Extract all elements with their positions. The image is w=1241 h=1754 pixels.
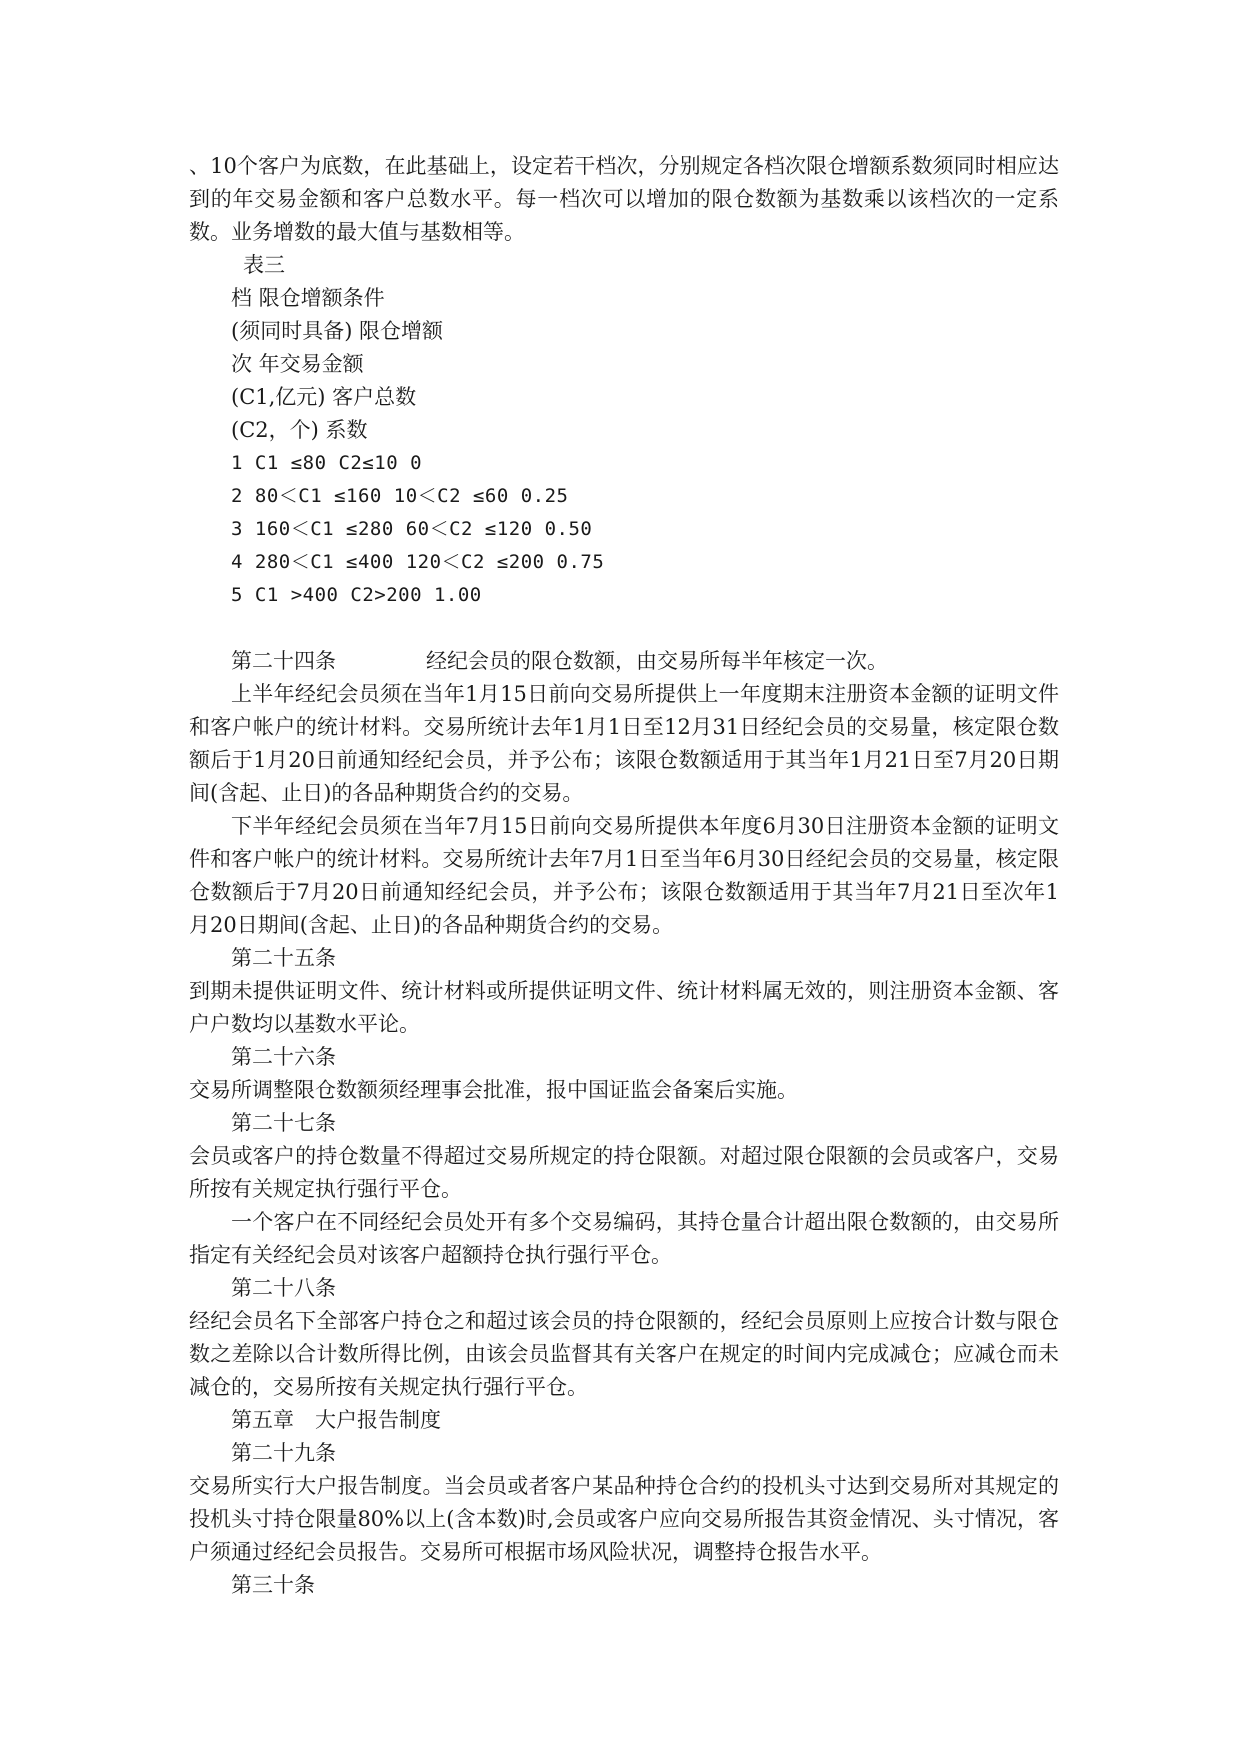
table-row: 4 280＜C1 ≤400 120＜C2 ≤200 0.75 <box>231 551 605 573</box>
table-header-line: (须同时具备) 限仓增额 <box>231 319 444 343</box>
table-header-line: (C2，个) 系数 <box>231 418 368 442</box>
article-27-heading: 第二十七条 <box>231 1111 336 1135</box>
article-27-text: 会员或客户的持仓数量不得超过交易所规定的持仓限额。对超过限仓限额的会员或客户，交易所按有关规定执行强行平仓。 <box>189 1144 1059 1201</box>
article-24-para-1: 上半年经纪会员须在当年1月15日前向交易所提供上一年度期末注册资本金额的证明文件和客户帐户的统计材料。交易所统计去年1月1日至12月31日经纪会员的交易量，核定限仓数额后于1月20日前通知经纪会员，并予公布；该限仓数额适用于其当年1月21日至7月20日期间(含起、止日)的各品种期货合约的交易。 <box>189 682 1059 805</box>
article-27-para-1: 一个客户在不同经纪会员处开有多个交易编码，其持仓量合计超出限仓数额的，由交易所指定有关经纪会员对该客户超额持仓执行强行平仓。 <box>189 1210 1059 1267</box>
article-28-text: 经纪会员名下全部客户持仓之和超过该会员的持仓限额的，经纪会员原则上应按合计数与限仓数之差除以合计数所得比例，由该会员监督其有关客户在规定的时间内完成减仓；应减仓而未减仓的，交易所按有关规定执行强行平仓。 <box>189 1309 1059 1399</box>
article-30-heading: 第三十条 <box>231 1573 315 1597</box>
article-24-text: 经纪会员的限仓数额，由交易所每半年核定一次。 <box>426 649 888 673</box>
table-row: 1 C1 ≤80 C2≤10 0 <box>231 452 423 474</box>
table-title: 表三 <box>243 253 285 277</box>
article-28-heading: 第二十八条 <box>231 1276 336 1300</box>
table-header-line: 档 限仓增额条件 <box>231 286 385 310</box>
article-24-para-2: 下半年经纪会员须在当年7月15日前向交易所提供本年度6月30日注册资本金额的证明文件和客户帐户的统计材料。交易所统计去年7月1日至当年6月30日经纪会员的交易量，核定限仓数额后于7月20日前通知经纪会员，并予公布；该限仓数额适用于其当年7月21日至次年1月20日期间(含起、止日)的各品种期货合约的交易。 <box>189 814 1059 937</box>
article-25-text: 到期未提供证明文件、统计材料或所提供证明文件、统计材料属无效的，则注册资本金额、客户户数均以基数水平论。 <box>189 979 1059 1036</box>
table-row: 2 80＜C1 ≤160 10＜C2 ≤60 0.25 <box>231 485 569 507</box>
document-body <box>189 150 1059 1602</box>
article-25-heading: 第二十五条 <box>231 946 336 970</box>
table-row: 5 C1 >400 C2>200 1.00 <box>231 584 482 606</box>
table-header-line: (C1,亿元) 客户总数 <box>231 385 417 409</box>
table-row: 3 160＜C1 ≤280 60＜C2 ≤120 0.50 <box>231 518 593 540</box>
intro-paragraph: 、10个客户为底数，在此基础上，设定若干档次，分别规定各档次限仓增额系数须同时相应达到的年交易金额和客户总数水平。每一档次可以增加的限仓数额为基数乘以该档次的一定系数。业务增数的最大值与基数相等。 <box>189 154 1059 244</box>
article-26-text: 交易所调整限仓数额须经理事会批准，报中国证监会备案后实施。 <box>189 1078 798 1102</box>
article-24-heading: 第二十四条 <box>231 649 336 673</box>
article-24 <box>189 645 1059 678</box>
article-29-text: 交易所实行大户报告制度。当会员或者客户某品种持仓合约的投机头寸达到交易所对其规定的投机头寸持仓限量80%以上(含本数)时,会员或客户应向交易所报告其资金情况、头寸情况，客户须通过经纪会员报告。交易所可根据市场风险状况，调整持仓报告水平。 <box>189 1474 1059 1564</box>
table-header-line: 次 年交易金额 <box>231 352 364 376</box>
chapter-5-heading: 第五章 大户报告制度 <box>231 1408 441 1432</box>
article-26-heading: 第二十六条 <box>231 1045 336 1069</box>
spacer <box>189 612 1059 645</box>
article-29-heading: 第二十九条 <box>231 1441 336 1465</box>
